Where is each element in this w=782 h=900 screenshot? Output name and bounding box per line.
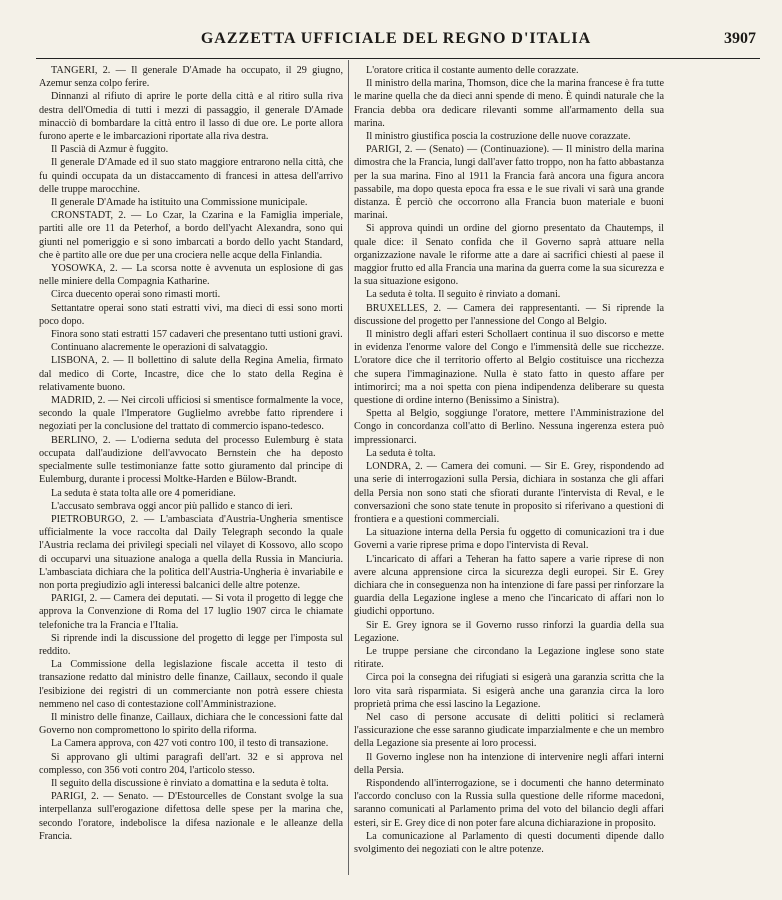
paragraph: La seduta è stata tolta alle ore 4 pomeridiane.: [51, 487, 236, 499]
paragraph: Dinnanzi al rifiuto di aprire le porte della città e al ritiro sulla riva destra dell'Omedia di tutti i mezzi di passaggio, il generale D'Amade minacciò di bombardare la città entro il lasso di due ore. Le porte allora furono aperte e le imbarcazioni riportate alla riva destra.: [39, 91, 343, 143]
paragraph: Il Pascià di Azmur è fuggito.: [51, 144, 169, 156]
paragraph: MADRID, 2. — Nei circoli ufficiosi si smentisce formalmente la voce, secondo la quale l'Imperatore Guglielmo avrebbe fatto riprendere i negoziati per la conclusione del trattato di commercio ispano-tedesco.: [39, 395, 343, 433]
paragraph: Si approva quindi un ordine del giorno presentato da Chautemps, il quale dice: il Senato confida che il Governo saprà attuare nella organizzazione navale le riforme atte a dare ai sacrifici chiesti al paese il maggior frutto ed alla Francia una marina da guerra come la sua sicurezza e la sua situazione esigono.: [354, 223, 664, 288]
paragraph: Si approvano gli ultimi paragrafi dell'art. 32 e si approva nel complesso, con 356 voti contro 204, l'articolo stesso.: [39, 751, 343, 776]
paragraph: BERLINO, 2. — L'odierna seduta del processo Eulemburg è stata occupata dall'audizione dell'avvocato Bernstein che ha deposto specialmente sulle testimonianze fatte sotto giuramento dal principe di Eulemburg, durante i processi Moltke-Harden e Bülow-Brandt.: [39, 434, 343, 486]
paragraph: TANGERI, 2. — Il generale D'Amade ha occupato, il 29 giugno, Azemur senza colpo ferire.: [39, 65, 343, 90]
paragraph: L'incaricato di affari a Teheran ha fatto sapere a varie riprese di non avere alcuna apprensione circa la sicurezza degli europei. Sir E. Grey dichiara che in conseguenza non ha intenzione di fare passi per rinforzare la guardia della Legazione inglese a meno che l'incaricato di affari non lo giudichi opportuno.: [354, 553, 664, 618]
paragraph: Continuano alacremente le operazioni di salvataggio.: [51, 342, 268, 354]
paragraph: La seduta è tolta.: [366, 447, 436, 459]
paragraph: Il seguito della discussione è rinviato a domattina e la seduta è tolta.: [51, 777, 329, 789]
paragraph: Il generale D'Amade ed il suo stato maggiore entrarono nella città, che fu quindi occupata da un distaccamento di francesi in attesa dell'arrivo delle truppe marocchine.: [39, 157, 343, 195]
newspaper-title: GAZZETTA UFFICIALE DEL REGNO D'ITALIA: [200, 30, 592, 47]
right-column: [354, 64, 664, 856]
paragraph: La seduta è tolta. Il seguito è rinviato a domani.: [366, 289, 561, 301]
paragraph: PARIGI, 2. — (Senato) — (Continuazione). — Il ministro della marina dimostra che la Francia, lungi dall'aver fatto troppo, non ha fatto abbastanza per la sua marina. Fino al 1911 la Francia farà ancora una figura ancora passabile, ma dopo questa epoca fra essa e le sue rivali vi sarà una grande distanza. È perciò che occorrono alla Francia buon materiale e buoni marinai.: [354, 144, 664, 222]
paragraph: Il ministro della marina, Thomson, dice che la marina francese è fra tutte le marine quella che da dieci anni spende di meno. È quindi naturale che la Francia debba ora dedicare rilevanti somme all'armamento della sua marina.: [354, 78, 664, 129]
paragraph: LONDRA, 2. — Camera dei comuni. — Sir E. Grey, rispondendo ad una serie di interrogazioni sulla Persia, dichiara in sostanza che gli affari della Persia non sono stati che sfiorati durante l'intervista di Reval, e le conversazioni che sono state tenute in proposito si riferivano a questioni di frontiera e a questioni commerciali.: [354, 461, 664, 525]
paragraph: BRUXELLES, 2. — Camera dei rappresentanti. — Si riprende la discussione del progetto per l'annessione del Congo al Belgio.: [354, 302, 664, 327]
page-header: [30, 30, 762, 52]
paragraph: Rispondendo all'interrogazione, se i documenti che hanno determinato l'accordo concluso con la Russia sulla questione delle riforme macedoni, saranno comunicati al Parlamento prima del voto del bilancio degli affari esteri, sir E. Grey dice di non poter fare alcuna dichiarazione in proposito.: [354, 777, 664, 829]
paragraph: PARIGI, 2. — Camera dei deputati. — Si vota il progetto di legge che approva la Convenzione di Roma del 17 luglio 1907 circa le chiamate telefoniche tra la Francia e l'Italia.: [39, 593, 343, 631]
header-rule: [36, 58, 760, 59]
paragraph: Le truppe persiane che circondano la Legazione inglese sono state ritirate.: [354, 645, 664, 671]
column-divider: [348, 60, 349, 875]
left-column: [39, 64, 343, 843]
paragraph: La Commissione della legislazione fiscale accetta il testo di transazione redatto dal ministro delle finanze, Caillaux, secondo il quale l'esibizione dei registri di un commerciante non potrà essere chiesta nemmeno nel caso di contestazione coll'Amministrazione.: [39, 659, 343, 710]
paragraph: La Camera approva, con 427 voti contro 100, il testo di transazione.: [51, 738, 329, 750]
paragraph: Circa duecento operai sono rimasti morti.: [51, 289, 221, 301]
paragraph: Il generale D'Amade ha istituito una Commissione municipale.: [51, 197, 308, 209]
paragraph: PIETROBURGO, 2. — L'ambasciata d'Austria-Ungheria smentisce ufficialmente la voce raccolta dal Daily Telegraph secondo la quale l'Austria reclama dei privilegi speciali nel vilayet di Kossovo, allo scopo di occuparvi una situazione analoga a quella della Russia in Manciuria. L'ambasciata dichiara che la politica dell'Austria-Ungheria è invariabile e non porta pregiudizio agli interessi balcanici delle altre potenze.: [39, 513, 343, 591]
paragraph: Spetta al Belgio, soggiunge l'oratore, mettere l'Amministrazione del Congo in concordanza coll'atto di Berlino. Nessuna ingerenza estera può impressionarci.: [354, 408, 664, 446]
paragraph: Sir E. Grey ignora se il Governo russo rinforzi la guardia della sua Legazione.: [354, 619, 664, 644]
paragraph: Il Governo inglese non ha intenzione di intervenire negli affari interni della Persia.: [354, 751, 664, 776]
paragraph: Circa poi la consegna dei rifugiati si esigerà una garanzia scritta che la loro vita sarà risparmiata. Si esigerà anche una garanzia circa la loro proprietà prima che essi lascino la Legazione.: [354, 672, 664, 710]
paragraph: Si riprende indi la discussione del progetto di legge per l'imposta sul reddito.: [39, 632, 343, 657]
paragraph: Settantatre operai sono stati estratti vivi, ma dieci di essi sono morti poco dopo.: [39, 302, 343, 327]
paragraph: YOSOWKA, 2. — La scorsa notte è avvenuta un esplosione di gas nelle miniere della Compagnia Katharine.: [39, 263, 343, 288]
paragraph: Nel caso di persone accusate di delitti politici si reclamerà l'assicurazione che esse saranno giudicate imparzialmente e che un membro della Legazione sia presente ai loro processi.: [354, 711, 664, 750]
paragraph: LISBONA, 2. — Il bollettino di salute della Regina Amelia, firmato dal medico di Corte, Incastre, dice che lo stato della Regina è relativamente buono.: [39, 355, 343, 393]
paragraph: L'oratore critica il costante aumento delle corazzate.: [366, 65, 579, 76]
paragraph: La comunicazione al Parlamento di questi documenti dipende dallo svolgimento dei negoziati con le altre potenze.: [354, 830, 664, 855]
paragraph: Il ministro degli affari esteri Schollaert continua il suo discorso e mette in evidenza l'enorme valore del Congo e l'immensità delle sue ricchezze. L'oratore dice che il territorio offerto al Belgio costituisce una ricchezza che supera l'immaginazione. Nulla è stato fatto in questo affare per intimorirci; ma a noi spetta con piena indipendenza deliberare su questa questione di ordine interno (Benissimo a Sinistra).: [354, 329, 664, 407]
page-number: 3907: [724, 30, 756, 47]
paragraph: PARIGI, 2. — Senato. — D'Estourcelles de Constant svolge la sua interpellanza sull'erogazione difettosa delle spese per la marina che, secondo l'oratore, indebolisce la difesa nazionale e le alleanze della Francia.: [39, 791, 343, 842]
paragraph: Il ministro giustifica poscia la costruzione delle nuove corazzate.: [366, 131, 631, 143]
paragraph: La situazione interna della Persia fu oggetto di comunicazioni tra i due Governi a varie riprese prima e dopo l'intervista di Reval.: [354, 527, 664, 552]
paragraph: CRONSTADT, 2. — Lo Czar, la Czarina e la Famiglia imperiale, partiti alle ore 11 da Peterhof, a bordo dell'yacht Alexandra, sono qui giunti nel pomeriggio e si sono imbarcati a bordo dello yacht Standard, che è partito alle ore due per una crociera nelle acque della Finlandia.: [39, 210, 343, 261]
paragraph: Il ministro delle finanze, Caillaux, dichiara che le concessioni fatte dal Governo non compromettono lo spirito della riforma.: [39, 711, 343, 737]
paragraph: Finora sono stati estratti 157 cadaveri che presentano tutti ustioni gravi.: [51, 329, 343, 341]
paragraph: L'accusato sembrava oggi ancor più pallido e stanco di ieri.: [51, 500, 293, 512]
